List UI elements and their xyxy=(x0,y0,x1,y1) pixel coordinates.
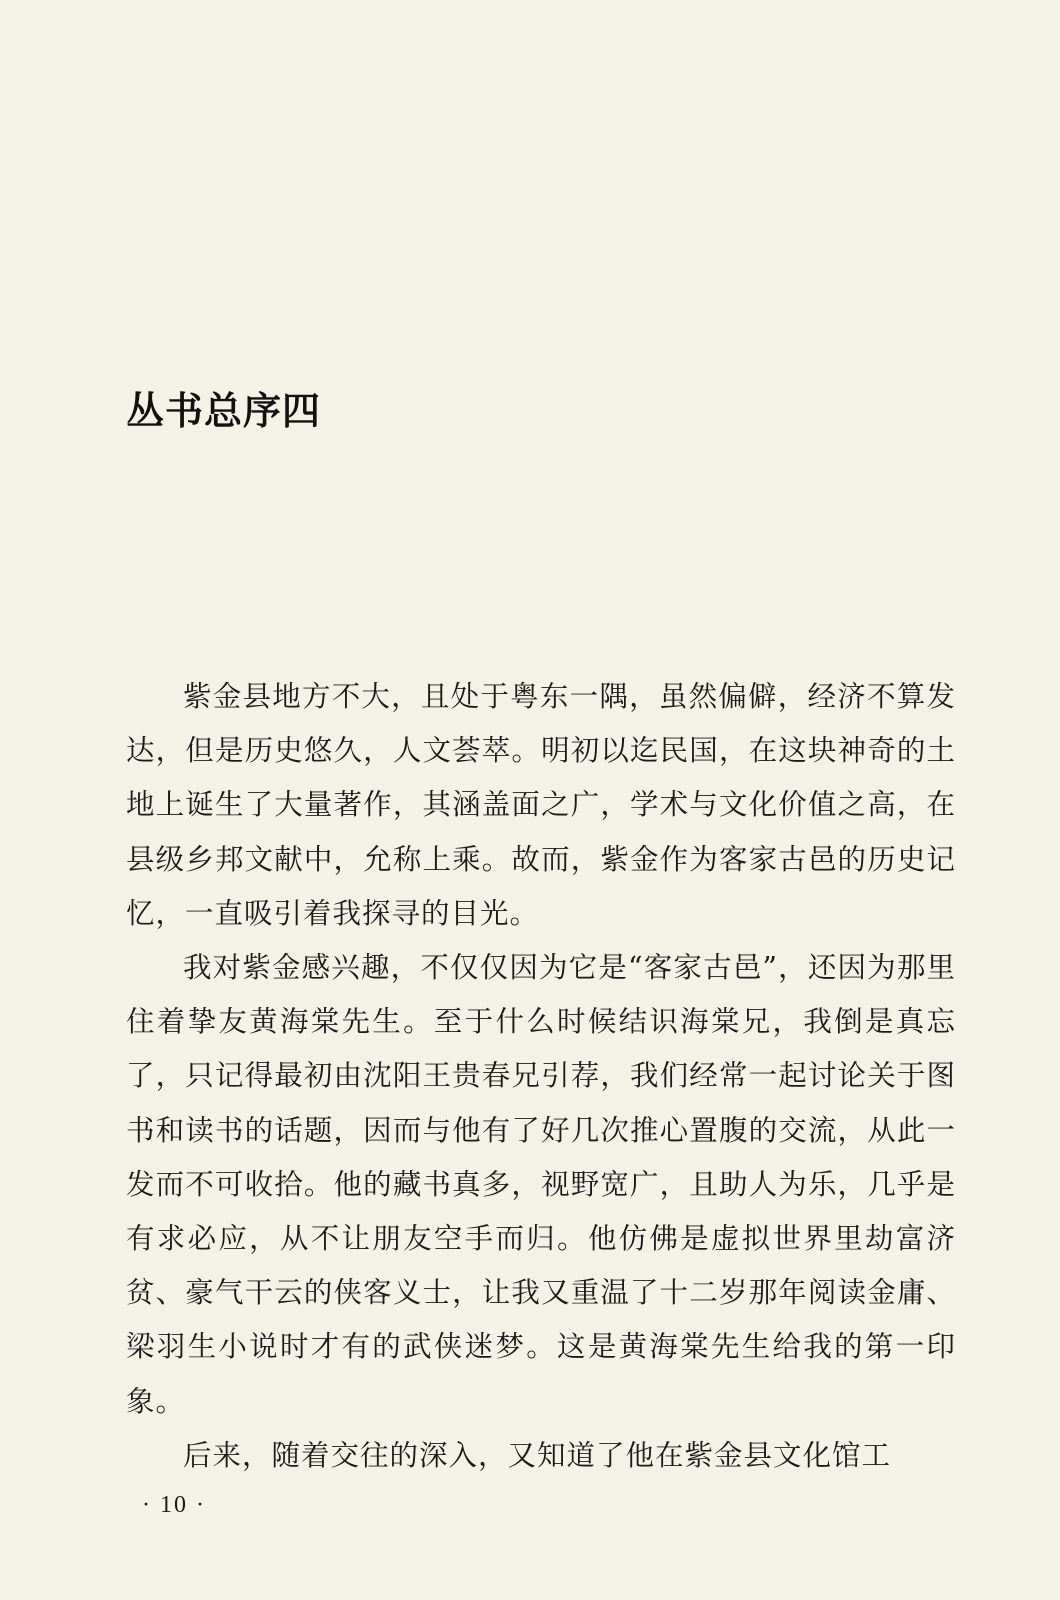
page-number: · 10 · xyxy=(142,1492,206,1518)
page-title: 丛书总序四 xyxy=(126,388,322,433)
body-text xyxy=(126,670,956,1483)
paragraph-1: 紫金县地方不大，且处于粤东一隅，虽然偏僻，经济不算发达，但是历史悠久，人文荟萃。明初以迄民国，在这块神奇的土地上诞生了大量著作，其涵盖面之广，学术与文化价值之高，在县级乡邦文献中，允称上乘。故而，紫金作为客家古邑的历史记忆，一直吸引着我探寻的目光。 xyxy=(126,680,956,930)
paragraph-3: 后来，随着交往的深入，又知道了他在紫金县文化馆工 xyxy=(183,1438,892,1472)
paragraph-2: 我对紫金感兴趣，不仅仅因为它是“客家古邑”，还因为那里住着挚友黄海棠先生。至于什么时候结识海棠兄，我倒是真忘了，只记得最初由沈阳王贵春兄引荐，我们经常一起讨论关于图书和读书的话题，因而与他有了好几次推心置腹的交流，从此一发而不可收拾。他的藏书真多，视野宽广，且助人为乐，几乎是有求必应，从不让朋友空手而归。他仿佛是虚拟世界里劫富济贫、豪气干云的侠客义士，让我又重温了十二岁那年阅读金庸、梁羽生小说时才有的武侠迷梦。这是黄海棠先生给我的第一印象。 xyxy=(126,951,956,1418)
